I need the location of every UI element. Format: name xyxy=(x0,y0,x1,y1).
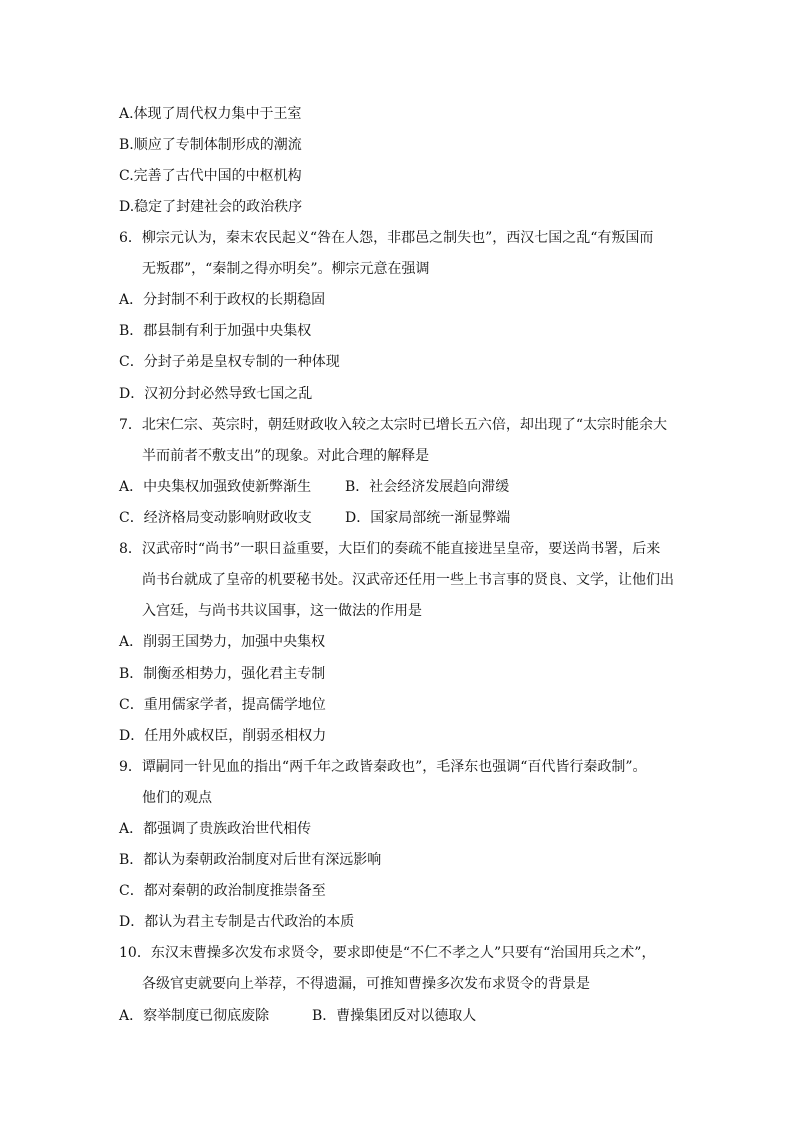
q10-option-a: A．察举制度已彻底废除 xyxy=(119,1008,270,1024)
q7-option-c: C．经济格局变动影响财政收支 xyxy=(119,510,312,526)
q9-option-a: A．都强调了贵族政治世代相传 xyxy=(119,821,312,837)
q6-option-c: C．分封子弟是皇权专制的一种体现 xyxy=(119,354,340,370)
q6-option-a: A．分封制不利于政权的长期稳固 xyxy=(119,292,326,308)
q5-option-a: A.体现了周代权力集中于王室 xyxy=(119,106,302,122)
q6-option-d: D．汉初分封必然导致七国之乱 xyxy=(119,386,313,402)
q9-stem-line-2: 他们的观点 xyxy=(142,790,212,806)
q8-stem-line-3: 入宫廷，与尚书共议国事，这一做法的作用是 xyxy=(142,603,422,619)
q8-option-b: B．制衡丞相势力，强化君主专制 xyxy=(119,666,326,682)
q9-option-d: D．都认为君主专制是古代政治的本质 xyxy=(119,914,355,930)
q9-stem-line-1: 9．谭嗣同一针见血的指出“两千年之政皆秦政也”，毛泽东也强调“百代皆行秦政制”。 xyxy=(119,759,647,775)
q7-option-a: A．中央集权加强致使新弊渐生 xyxy=(119,479,312,495)
q7-stem-line-2: 半而前者不敷支出”的现象。对此合理的解释是 xyxy=(142,448,430,464)
q9-option-c: C．都对秦朝的政治制度推崇备至 xyxy=(119,883,326,899)
q7-option-d: D．国家局部统一渐显弊端 xyxy=(345,510,511,526)
q10-stem-line-2: 各级官吏就要向上举荐，不得遗漏，可推知曹操多次发布求贤令的背景是 xyxy=(142,976,590,992)
q8-stem-line-2: 尚书台就成了皇帝的机要秘书处。汉武帝还任用一些上书言事的贤良、文学，让他们出 xyxy=(142,572,674,588)
q8-stem-line-1: 8．汉武帝时“尚书”一职日益重要，大臣们的奏疏不能直接进呈皇帝，要送尚书署，后来 xyxy=(119,541,661,557)
q10-stem-line-1: 10．东汉末曹操多次发布求贤令，要求即使是“不仁不孝之人”只要有“治国用兵之术”， xyxy=(119,945,656,961)
q8-option-a: A．削弱王国势力，加强中央集权 xyxy=(119,634,326,650)
q5-option-d: D.稳定了封建社会的政治秩序 xyxy=(119,199,303,215)
q5-option-b: B.顺应了专制体制形成的潮流 xyxy=(119,137,302,153)
q5-option-c: C.完善了古代中国的中枢机构 xyxy=(119,168,302,184)
q7-option-b: B．社会经济发展趋向滞缓 xyxy=(345,479,510,495)
q10-option-b: B．曹操集团反对以德取人 xyxy=(312,1008,477,1024)
q7-stem-line-1: 7．北宋仁宗、英宗时，朝廷财政收入较之太宗时已增长五六倍，却出现了“太宗时能余大 xyxy=(119,417,668,433)
q6-stem-line-2: 无叛郡”，“秦制之得亦明矣”。柳宗元意在强调 xyxy=(142,261,430,277)
q8-option-d: D．任用外戚权臣，削弱丞相权力 xyxy=(119,728,327,744)
q9-option-b: B．都认为秦朝政治制度对后世有深远影响 xyxy=(119,852,382,868)
q8-option-c: C．重用儒家学者，提高儒学地位 xyxy=(119,697,326,713)
q6-option-b: B．郡县制有利于加强中央集权 xyxy=(119,323,312,339)
q6-stem-line-1: 6．柳宗元认为，秦末农民起义“咎在人怨，非郡邑之制失也”，西汉七国之乱“有叛国而 xyxy=(119,230,654,246)
